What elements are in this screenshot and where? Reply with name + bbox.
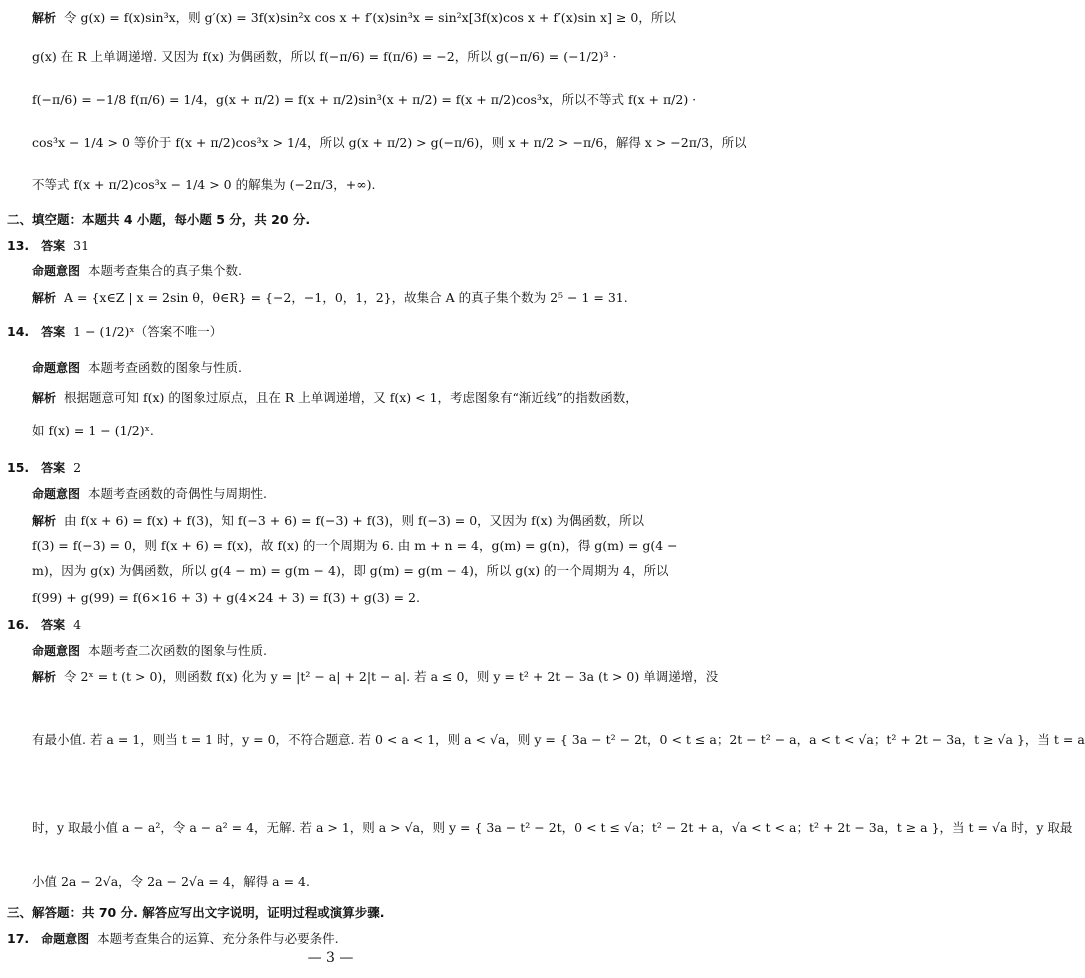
- q14-answer: 1 − (1/2)ˣ（答案不唯一）: [73, 324, 223, 339]
- q16-answer-line: 16. 答案 4: [7, 617, 82, 632]
- q16-number: 16.: [7, 617, 30, 632]
- page-number: — 3 —: [307, 950, 354, 966]
- q17-intent-line: 17. 命题意图 本题考查集合的运算、充分条件与必要条件.: [7, 931, 339, 946]
- q12-solution-line-3: f(−π/6) = −1/8 f(π/6) = 1/4，g(x + π/2) = f(x + π/2)sin³(x + π/2) = f(x + π/2)cos³x，所以不等式 f(x + π/2) ·: [32, 92, 697, 107]
- q16-solution-line-2: 有最小值. 若 a = 1，则当 t = 1 时，y = 0，不符合题意. 若 0 < a < 1，则 a < √a，则 y = { 3a − t² − 2t，0 < t ≤ a；2t − t² − a，a < t < √a；t² + 2t − 3a，t ≥ √a }，当 t = a: [32, 732, 1085, 747]
- q12-solution-line-2: g(x) 在 R 上单调递增. 又因为 f(x) 为偶函数，所以 f(−π/6) = f(π/6) = −2，所以 g(−π/6) = (−1/2)³ ·: [32, 49, 617, 64]
- q15-answer-line: 15. 答案 2: [7, 460, 82, 475]
- q13-answer-line: 13. 答案 31: [7, 238, 90, 253]
- q13-intent-line: 命题意图 本题考查集合的真子集个数.: [32, 263, 242, 278]
- q16-solution-line-3: 时，y 取最小值 a − a²，令 a − a² = 4，无解. 若 a > 1，则 a > √a，则 y = { 3a − t² − 2t，0 < t ≤ √a；t² − 2t + a，√a < t < a；t² + 2t − 3a，t ≥ a }，当 t = √a 时，y 取最: [32, 820, 1073, 835]
- q15-solution-line-1: 解析 由 f(x + 6) = f(x) + f(3)，知 f(−3 + 6) = f(−3) + f(3)，则 f(−3) = 0，又因为 f(x) 为偶函数，所以: [32, 513, 645, 528]
- q15-number: 15.: [7, 460, 30, 475]
- q15-solution-line-4: f(99) + g(99) = f(6×16 + 3) + g(4×24 + 3) = f(3) + g(3) = 2.: [32, 590, 420, 605]
- q16-solution-line-1: 解析 令 2ˣ = t (t > 0)，则函数 f(x) 化为 y = |t² − a| + 2|t − a|. 若 a ≤ 0，则 y = t² + 2t − 3a (t > 0) 单调递增，没: [32, 669, 719, 684]
- q12-solution-line-5: 不等式 f(x + π/2)cos³x − 1/4 > 0 的解集为 (−2π/3，+∞).: [32, 177, 376, 192]
- q16-answer: 4: [73, 617, 82, 632]
- q14-answer-line: 14. 答案 1 − (1/2)ˣ（答案不唯一）: [7, 324, 223, 339]
- q16-intent-line: 命题意图 本题考查二次函数的图象与性质.: [32, 643, 267, 658]
- q13-solution-line: 解析 A = {x∈Z | x = 2sin θ，θ∈R} = {−2，−1，0，1，2}，故集合 A 的真子集个数为 2⁵ − 1 = 31.: [32, 290, 628, 305]
- q14-intent-line: 命题意图 本题考查函数的图象与性质.: [32, 360, 242, 375]
- q16-solution-line-4: 小值 2a − 2√a，令 2a − 2√a = 4，解得 a = 4.: [32, 874, 310, 889]
- q13-answer: 31: [73, 238, 90, 253]
- q15-solution-line-2: f(3) = f(−3) = 0，则 f(x + 6) = f(x)，故 f(x) 的一个周期为 6. 由 m + n = 4，g(m) = g(n)，得 g(m) = g(4 −: [32, 538, 678, 553]
- q13-number: 13.: [7, 238, 30, 253]
- q15-intent-line: 命题意图 本题考查函数的奇偶性与周期性.: [32, 486, 267, 501]
- q15-solution-line-3: m)，因为 g(x) 为偶函数，所以 g(4 − m) = g(m − 4)，即 g(m) = g(m − 4)，所以 g(x) 的一个周期为 4，所以: [32, 563, 669, 578]
- jiexi-label: 解析: [32, 11, 57, 25]
- q14-solution-line-2: 如 f(x) = 1 − (1/2)ˣ.: [32, 423, 154, 438]
- q14-number: 14.: [7, 324, 30, 339]
- section-3-heading: 三、解答题：共 70 分. 解答应写出文字说明，证明过程或演算步骤.: [7, 905, 385, 920]
- q12-solution-line-1: 解析 令 g(x) = f(x)sin³x，则 g′(x) = 3f(x)sin²x cos x + f′(x)sin³x = sin²x[3f(x)cos x + f′(x)sin x] ≥ 0，所以: [32, 10, 676, 25]
- section-2-heading: 二、填空题：本题共 4 小题，每小题 5 分，共 20 分.: [7, 212, 311, 227]
- q17-number: 17.: [7, 931, 30, 946]
- q15-answer: 2: [73, 460, 82, 475]
- q14-solution-line-1: 解析 根据题意可知 f(x) 的图象过原点，且在 R 上单调递增，又 f(x) < 1，考虑图象有“渐近线”的指数函数，: [32, 390, 638, 405]
- q12-solution-line-4: cos³x − 1/4 > 0 等价于 f(x + π/2)cos³x > 1/4，所以 g(x + π/2) > g(−π/6)，则 x + π/2 > −π/6，解得 x > −2π/3，所以: [32, 135, 747, 150]
